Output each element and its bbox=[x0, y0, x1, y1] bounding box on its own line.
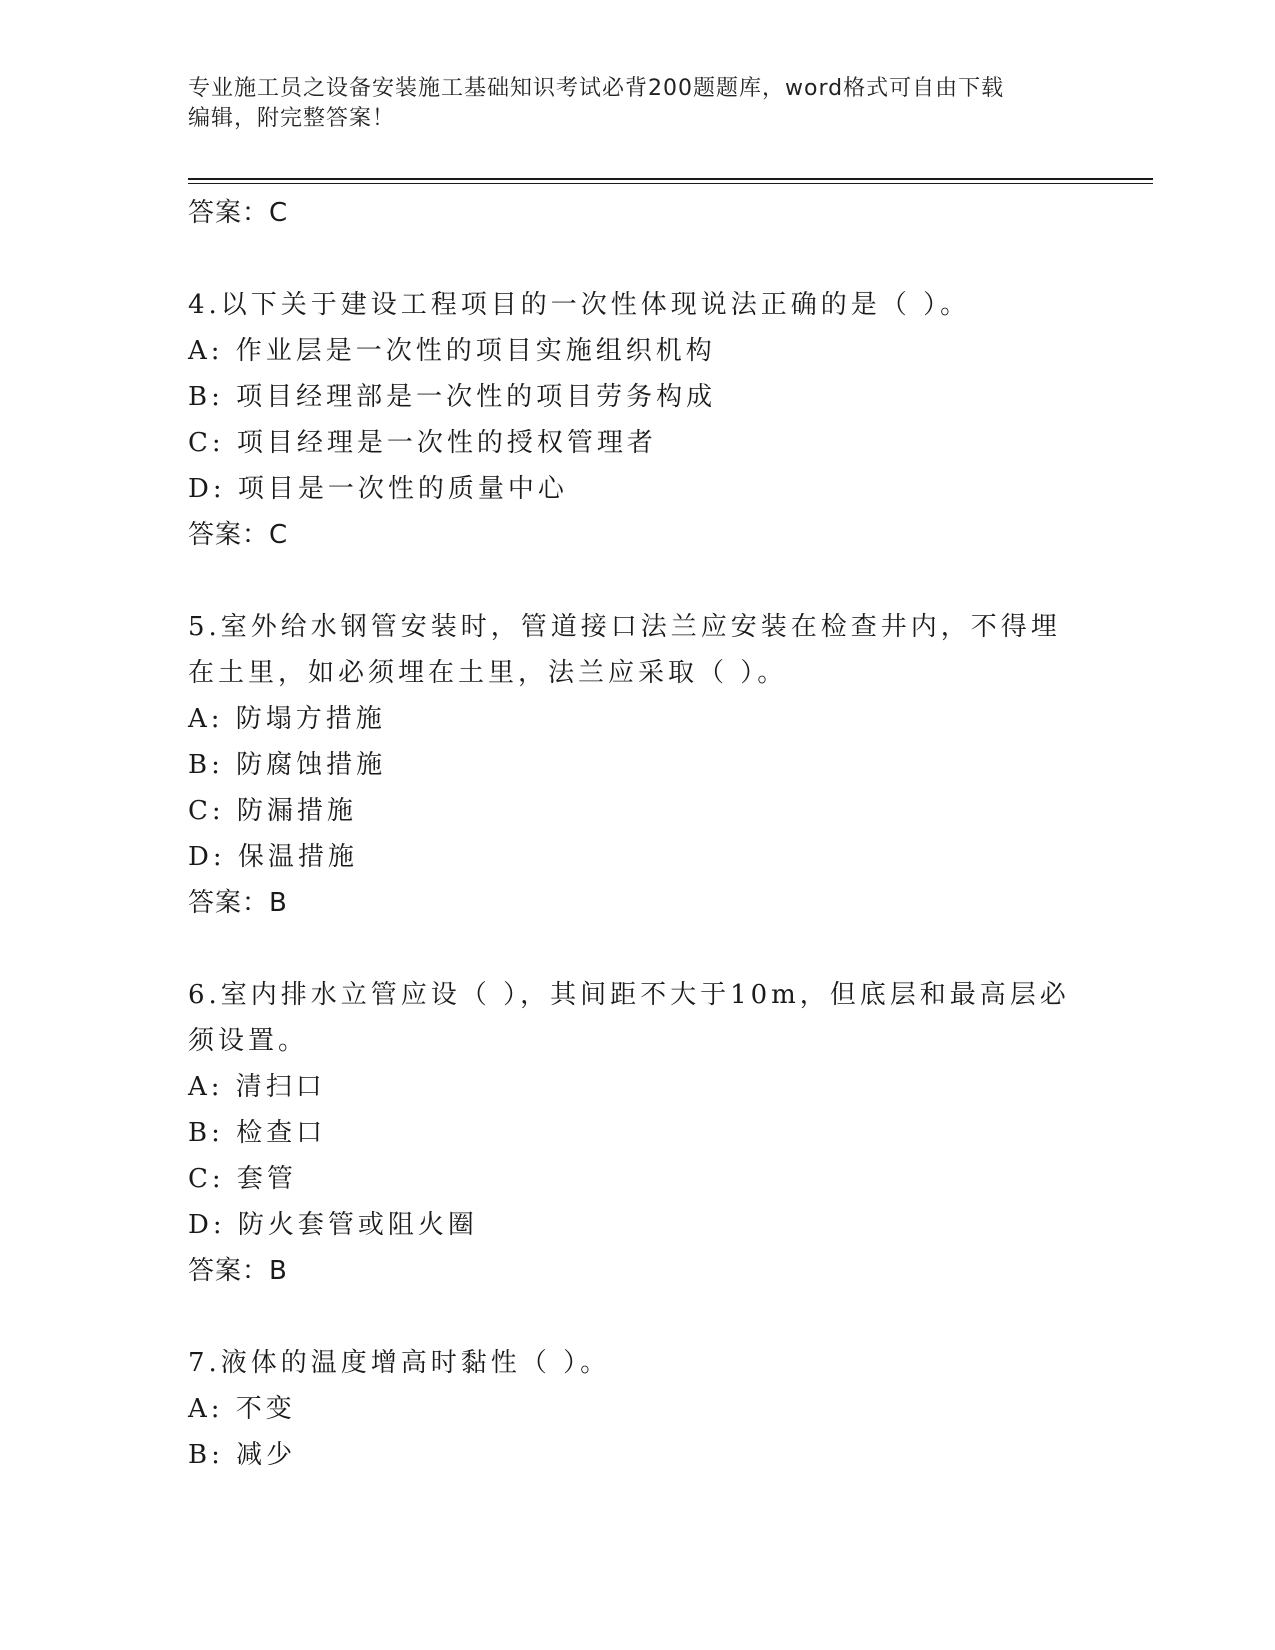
answer-line: 答案：B bbox=[188, 888, 288, 918]
spacer bbox=[188, 236, 1088, 282]
option-b: B: 防腐蚀措施 bbox=[188, 750, 387, 780]
question-block-5 bbox=[188, 604, 1088, 972]
header-divider-thin bbox=[188, 183, 1153, 184]
question-block-6 bbox=[188, 972, 1088, 1340]
question-block-4 bbox=[188, 282, 1088, 604]
option-d: D: 项目是一次性的质量中心 bbox=[188, 474, 568, 504]
option-c: C: 项目经理是一次性的授权管理者 bbox=[188, 428, 657, 458]
option-a: A: 不变 bbox=[188, 1394, 296, 1424]
option-b: B: 项目经理部是一次性的项目劳务构成 bbox=[188, 382, 717, 412]
option-c: C: 防漏措施 bbox=[188, 796, 357, 826]
option-b: B: 减少 bbox=[188, 1440, 297, 1470]
option-d: D: 保温措施 bbox=[188, 842, 358, 872]
question-text: 6.室内排水立管应设（ ），其间距不大于10m，但底层和最高层必须设置。 bbox=[188, 980, 1070, 1056]
page-header bbox=[188, 74, 1088, 134]
question-block-7 bbox=[188, 1340, 1088, 1478]
spacer bbox=[188, 1294, 1088, 1340]
option-c: C: 套管 bbox=[188, 1164, 297, 1194]
option-d: D: 防火套管或阻火圈 bbox=[188, 1210, 478, 1240]
answer-line: 答案：C bbox=[188, 198, 289, 228]
spacer bbox=[188, 926, 1088, 972]
spacer bbox=[188, 558, 1088, 604]
answer-line: 答案：C bbox=[188, 520, 289, 550]
header-title-line-2: 编辑，附完整答案！ bbox=[188, 106, 396, 131]
question-text: 5.室外给水钢管安装时，管道接口法兰应安装在检查井内，不得埋在土里，如必须埋在土里，法兰应采取（ ）。 bbox=[188, 612, 1061, 688]
option-a: A: 作业层是一次性的项目实施组织机构 bbox=[188, 336, 716, 366]
option-a: A: 清扫口 bbox=[188, 1072, 326, 1102]
question-text: 7.液体的温度增高时黏性（ ）。 bbox=[188, 1348, 611, 1378]
header-divider bbox=[188, 178, 1153, 180]
question-text: 4.以下关于建设工程项目的一次性体现说法正确的是（ ）。 bbox=[188, 290, 971, 320]
option-b: B: 检查口 bbox=[188, 1118, 327, 1148]
header-title-line-1: 专业施工员之设备安装施工基础知识考试必背200题题库，word格式可自由下载 bbox=[188, 76, 1005, 101]
option-a: A: 防塌方措施 bbox=[188, 704, 386, 734]
question-list bbox=[188, 190, 1088, 1478]
answer-line: 答案：B bbox=[188, 1256, 288, 1286]
